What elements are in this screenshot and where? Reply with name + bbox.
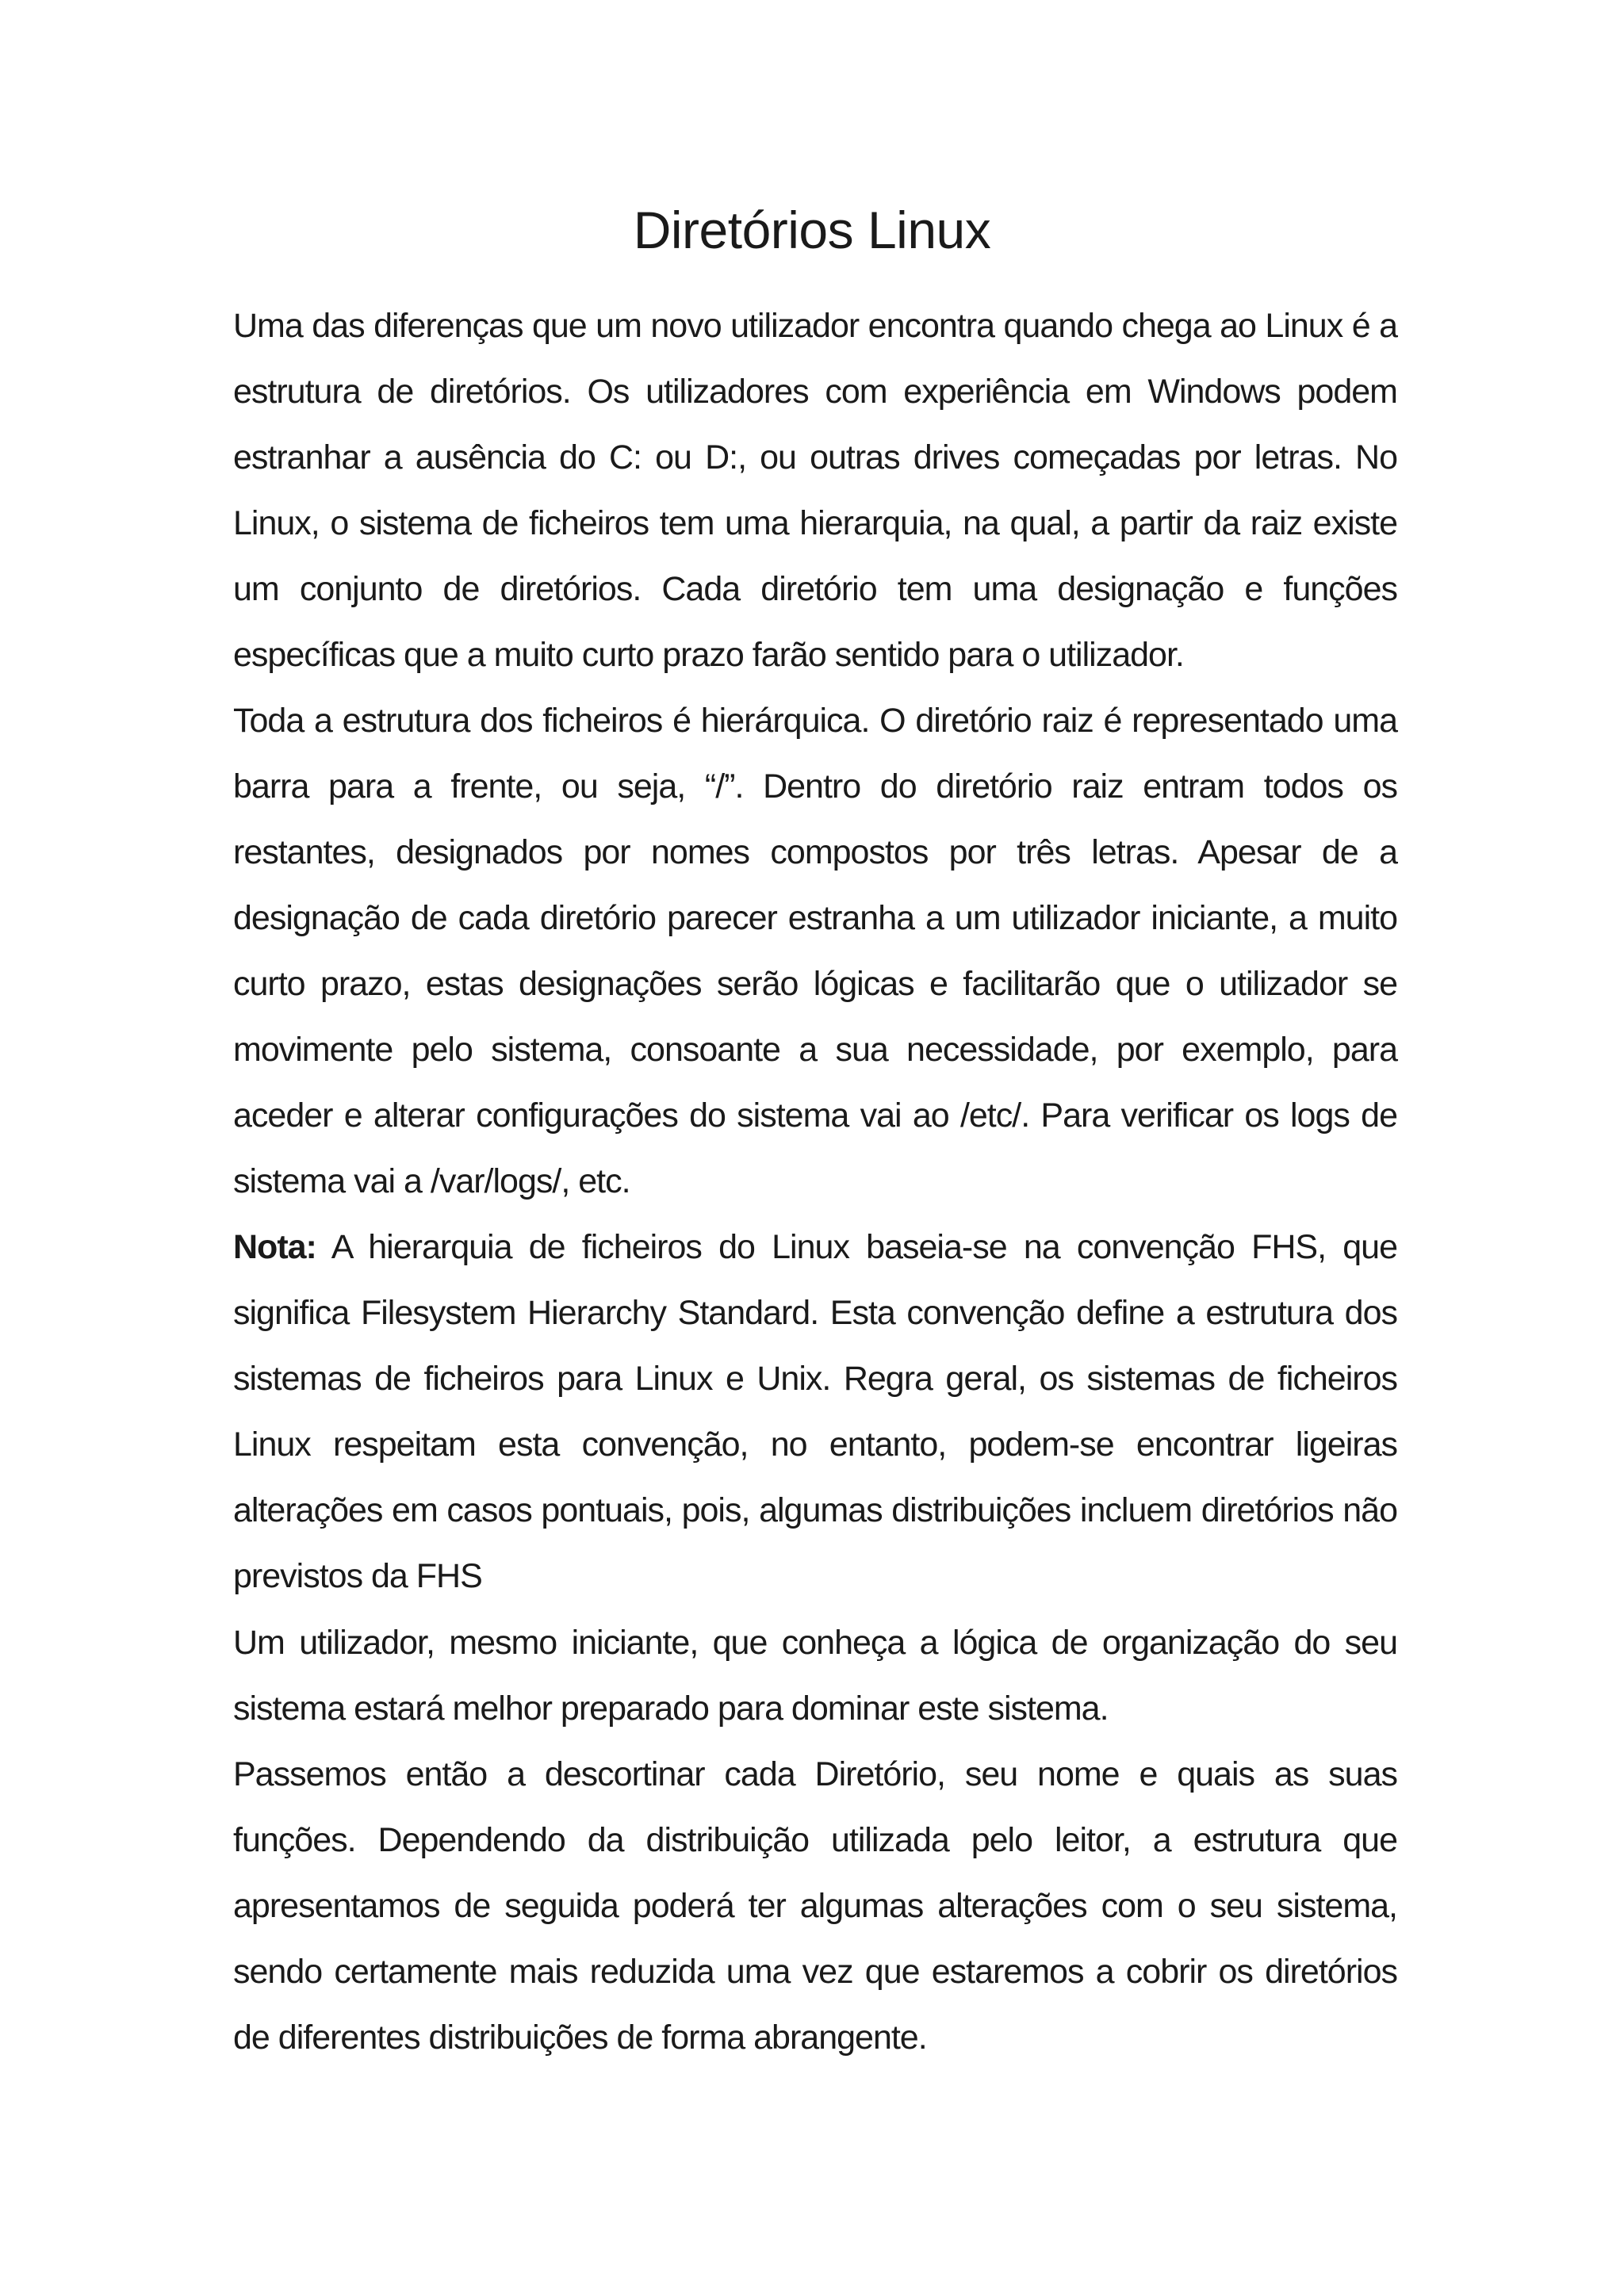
paragraph-directories-intro: Passemos então a descortinar cada Diretório, seu nome e quais as suas funções. Dependendo da distribuição utilizada pelo leitor, a estrutura que apresentamos de seguida poderá ter algumas alterações com o seu sistema, sendo certamente mais reduzida uma vez que estaremos a cobrir os diretórios de diferentes distribuições de forma abrangente. bbox=[233, 1755, 1397, 2057]
paragraph-intro: Uma das diferenças que um novo utilizador encontra quando chega ao Linux é a estrutura de diretórios. Os utilizadores com experiência em Windows podem estranhar a ausência do C: ou D:, ou outras drives começadas por letras. No Linux, o sistema de ficheiros tem uma hierarquia, na qual, a partir da raiz existe um conjunto de diretórios. Cada diretório tem uma designação e funções específicas que a muito curto prazo farão sentido para o utilizador. bbox=[233, 307, 1397, 674]
note-label: Nota: bbox=[233, 1228, 316, 1266]
paragraph-beginner: Um utilizador, mesmo iniciante, que conheça a lógica de organização do seu sistema estará melhor preparado para dominar este sistema. bbox=[233, 1624, 1397, 1728]
document-title: Diretórios Linux bbox=[633, 201, 991, 259]
note-text: A hierarquia de ficheiros do Linux baseia-se na convenção FHS, que significa Filesystem Hierarchy Standard. Esta convenção define a estrutura dos sistemas de ficheiros para Linux e Unix. Regra geral, os sistemas de ficheiros Linux respeitam esta convenção, no entanto, podem-se encontrar ligeiras alterações em casos pontuais, pois, algumas distribuições incluem diretórios não previstos da FHS bbox=[233, 1228, 1397, 1595]
note-paragraph bbox=[233, 1215, 1397, 1609]
paragraph-hierarchy: Toda a estrutura dos ficheiros é hierárquica. O diretório raiz é representado uma barra para a frente, ou seja, “/”. Dentro do diretório raiz entram todos os restantes, designados por nomes compostos por três letras. Apesar de a designação de cada diretório parecer estranha a um utilizador iniciante, a muito curto prazo, estas designações serão lógicas e facilitarão que o utilizador se movimente pelo sistema, consoante a sua necessidade, por exemplo, para aceder e alterar configurações do sistema vai ao /etc/. Para verificar os logs de sistema vai a /var/logs/, etc. bbox=[233, 702, 1397, 1200]
